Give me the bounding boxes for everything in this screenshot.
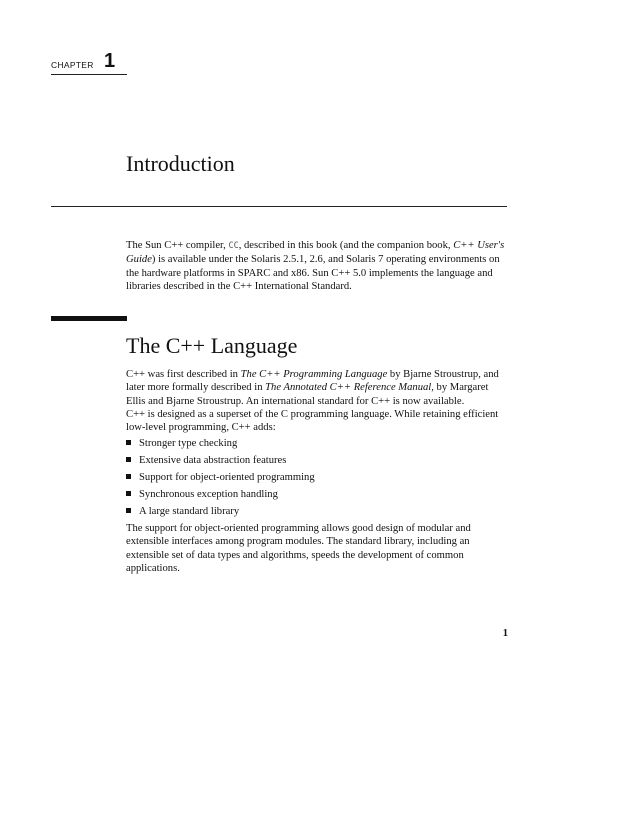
feature-item [126,471,315,484]
superset-paragraph [126,408,508,435]
intro-text-2: , described in this book (and the companion book, [238,240,454,251]
history-text-2: by Bjarne Stroustrup, and later more formally described in [126,369,499,394]
superset-text: C++ is designed as a superset of the C programming language. While retaining efficient low-level programming, C++ adds: [126,409,499,434]
history-text-3: , by Margaret Ellis and Bjarne Stroustrup. An international standard for C++ is now available. [126,382,489,407]
intro-paragraph [126,239,508,293]
compiler-name-code: CC [228,241,239,251]
section-heading: The C++ Language [126,333,298,358]
feature-label: Support for object-oriented programming [139,472,315,483]
feature-item [126,437,237,450]
feature-item [126,505,239,518]
history-paragraph [126,368,508,408]
chapter-header [51,52,127,75]
intro-text-3: ) is available under the Solaris 2.5.1, 2.6, and Solaris 7 operating environments on the hardware platforms in SPARC and x86. Sun C++ 5.0 implements the language and libraries described in the C++ International Standard. [126,254,500,292]
chapter-number: 1 [104,50,116,72]
section-bar [51,316,127,321]
companion-book-title: C++ User's Guide [126,240,505,266]
chapter-title: Introduction [126,151,235,176]
square-bullet-icon [126,457,131,462]
feature-label: Synchronous exception handling [139,489,278,500]
page-number: 1 [502,628,508,639]
history-text-1: C++ was first described in [126,369,241,380]
feature-label: Extensive data abstraction features [139,455,287,466]
feature-item [126,488,278,501]
title-rule [51,206,507,207]
square-bullet-icon [126,508,131,513]
square-bullet-icon [126,440,131,445]
feature-item [126,454,286,467]
oop-paragraph [126,522,508,575]
oop-text: The support for object-oriented programming allows good design of modular and extensible interfaces among program modules. The standard library, including an extensible set of data types and algorithms, speeds the development of common applications. [126,523,471,574]
square-bullet-icon [126,474,131,479]
feature-label: Stronger type checking [139,438,238,449]
feature-label: A large standard library [139,506,240,517]
chapter-label: CHAPTER [51,60,94,70]
intro-text-1: The Sun C++ compiler, [126,240,229,251]
book-title-reference-manual: The Annotated C++ Reference Manual [265,382,432,394]
book-title-programming-language: The C++ Programming Language [240,369,388,380]
square-bullet-icon [126,491,131,496]
